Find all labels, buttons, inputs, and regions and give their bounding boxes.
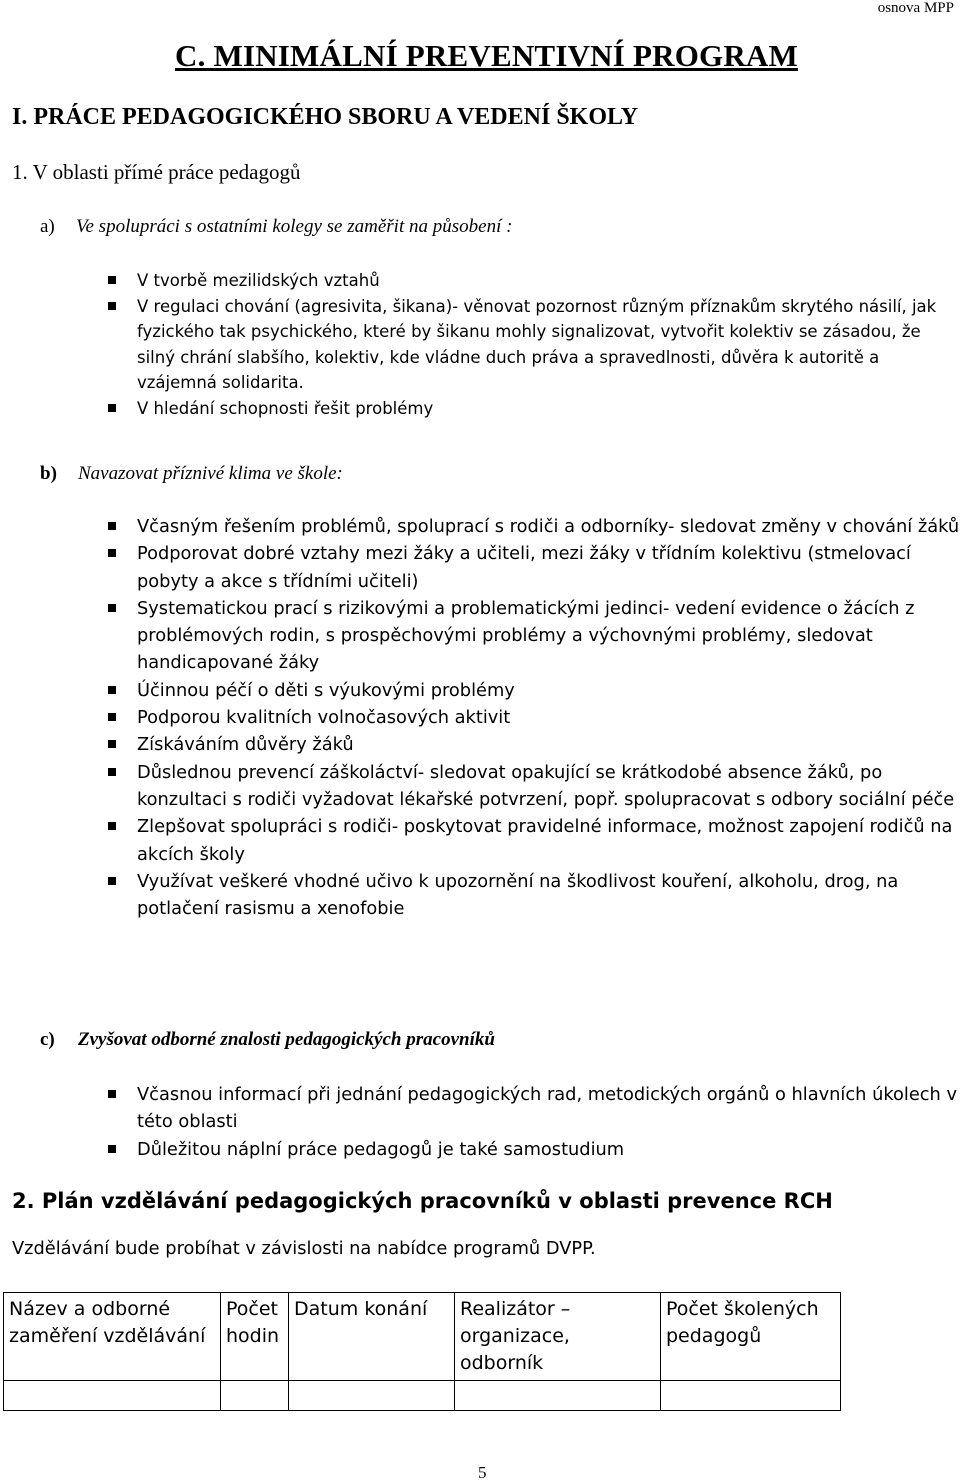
bullet-square-icon: [108, 522, 116, 530]
training-plan-table: [3, 1292, 841, 1411]
list-item: Včasnou informací při jednání pedagogických rad, metodických orgánů o hlavních úkolech v této oblasti: [105, 1081, 960, 1136]
list-item: Zlepšovat spolupráci s rodiči- poskytovat pravidelné informace, možnost zapojení rodičů na akcích školy: [105, 813, 960, 868]
dvpp-paragraph: Vzdělávání bude probíhat v závislosti na nabídce programů DVPP.: [12, 1238, 596, 1259]
subsection-a-heading: [40, 216, 512, 238]
subsection-a-list: [105, 268, 960, 421]
table-row: [4, 1381, 841, 1411]
bullet-square-icon: [108, 549, 116, 557]
list-item: Důležitou náplní práce pedagogů je také samostudium: [105, 1136, 960, 1163]
subsection-c-heading: [40, 1029, 495, 1051]
list-item: Účinnou péčí o děti s výukovými problémy: [105, 677, 960, 704]
page-number: 5: [478, 1463, 487, 1482]
subsection-b-letter: b): [40, 463, 57, 484]
list-item: Systematickou prací s rizikovými a problematickými jedinci- vedení evidence o žácích z problémových rodin, s prospěchovými problémy a výchovnými problémy, sledovat handicapované žáky: [105, 595, 960, 677]
table-cell: [289, 1381, 455, 1411]
table-cell: [455, 1381, 661, 1411]
bullet-square-icon: [108, 276, 116, 284]
table-cell: [221, 1381, 289, 1411]
section-title: I. PRÁCE PEDAGOGICKÉHO SBORU A VEDENÍ ŠKOLY: [12, 104, 639, 130]
table-cell: [661, 1381, 841, 1411]
column-header-trained-count: Počet školených pedagogů: [661, 1293, 841, 1381]
list-item: Získáváním důvěry žáků: [105, 731, 960, 758]
bullet-square-icon: [108, 686, 116, 694]
list-item: Důslednou prevencí záškoláctví- sledovat opakující se krátkodobé absence žáků, po konzultaci s rodiči vyžadovat lékařské potvrzení, popř. spolupracovat s odbory sociální péče: [105, 759, 960, 814]
bullet-square-icon: [108, 604, 116, 612]
list-item: Včasným řešením problémů, spoluprací s rodiči a odborníky- sledovat změny v chování žáků: [105, 513, 960, 540]
subsection-a-title: Ve spolupráci s ostatními kolegy se zaměřit na působení :: [76, 216, 513, 237]
subsection-b-heading: [40, 463, 343, 485]
subsection-a-letter: a): [40, 216, 55, 237]
subsection-c-letter: c): [40, 1029, 55, 1050]
column-header-name: Název a odborné zaměření vzdělávání: [4, 1293, 221, 1381]
bullet-square-icon: [108, 1145, 116, 1153]
list-item: Podporovat dobré vztahy mezi žáky a učiteli, mezi žáky v třídním kolektivu (stmelovací pobyty a akce s třídními učiteli): [105, 540, 960, 595]
list-item: V hledání schopnosti řešit problémy: [105, 396, 960, 422]
subsection-b-title: Navazovat příznivé klima ve škole:: [78, 463, 343, 484]
bullet-square-icon: [108, 302, 116, 310]
table-cell: [4, 1381, 221, 1411]
bullet-square-icon: [108, 713, 116, 721]
bullet-square-icon: [108, 1090, 116, 1098]
header-note: osnova MPP: [877, 0, 954, 16]
bullet-square-icon: [108, 877, 116, 885]
subsection-b-list: [105, 513, 960, 922]
bullet-square-icon: [108, 768, 116, 776]
subsection-c-list: [105, 1081, 960, 1163]
table-header-row: [4, 1293, 841, 1381]
column-header-organizer: Realizátor – organizace, odborník: [455, 1293, 661, 1381]
page-title: C. MINIMÁLNÍ PREVENTIVNÍ PROGRAM: [175, 38, 798, 73]
subsection-c-title: Zvyšovat odborné znalosti pedagogických pracovníků: [78, 1029, 495, 1050]
list-item: V regulaci chování (agresivita, šikana)- věnovat pozornost různým příznakům skrytého násilí, jak fyzického tak psychického, které by šikanu mohly signalizovat, vytvořit kolektiv se zásadou, že silný chrání slabšího, kolektiv, kde vládne duch práva a spravedlnosti, důvěra k autoritě a vzájemná solidarita.: [105, 294, 960, 396]
bullet-square-icon: [108, 404, 116, 412]
list-item: V tvorbě mezilidských vztahů: [105, 268, 960, 294]
bullet-square-icon: [108, 822, 116, 830]
list-item: Využívat veškeré vhodné učivo k upozornění na škodlivost kouření, alkoholu, drog, na potlačení rasismu a xenofobie: [105, 868, 960, 923]
bullet-square-icon: [108, 740, 116, 748]
list-item: Podporou kvalitních volnočasových aktivit: [105, 704, 960, 731]
point-2-heading: 2. Plán vzdělávání pedagogických pracovníků v oblasti prevence RCH: [12, 1189, 833, 1213]
column-header-date: Datum konání: [289, 1293, 455, 1381]
point-1-heading: 1. V oblasti přímé práce pedagogů: [12, 160, 301, 184]
column-header-hours: Počet hodin: [221, 1293, 289, 1381]
